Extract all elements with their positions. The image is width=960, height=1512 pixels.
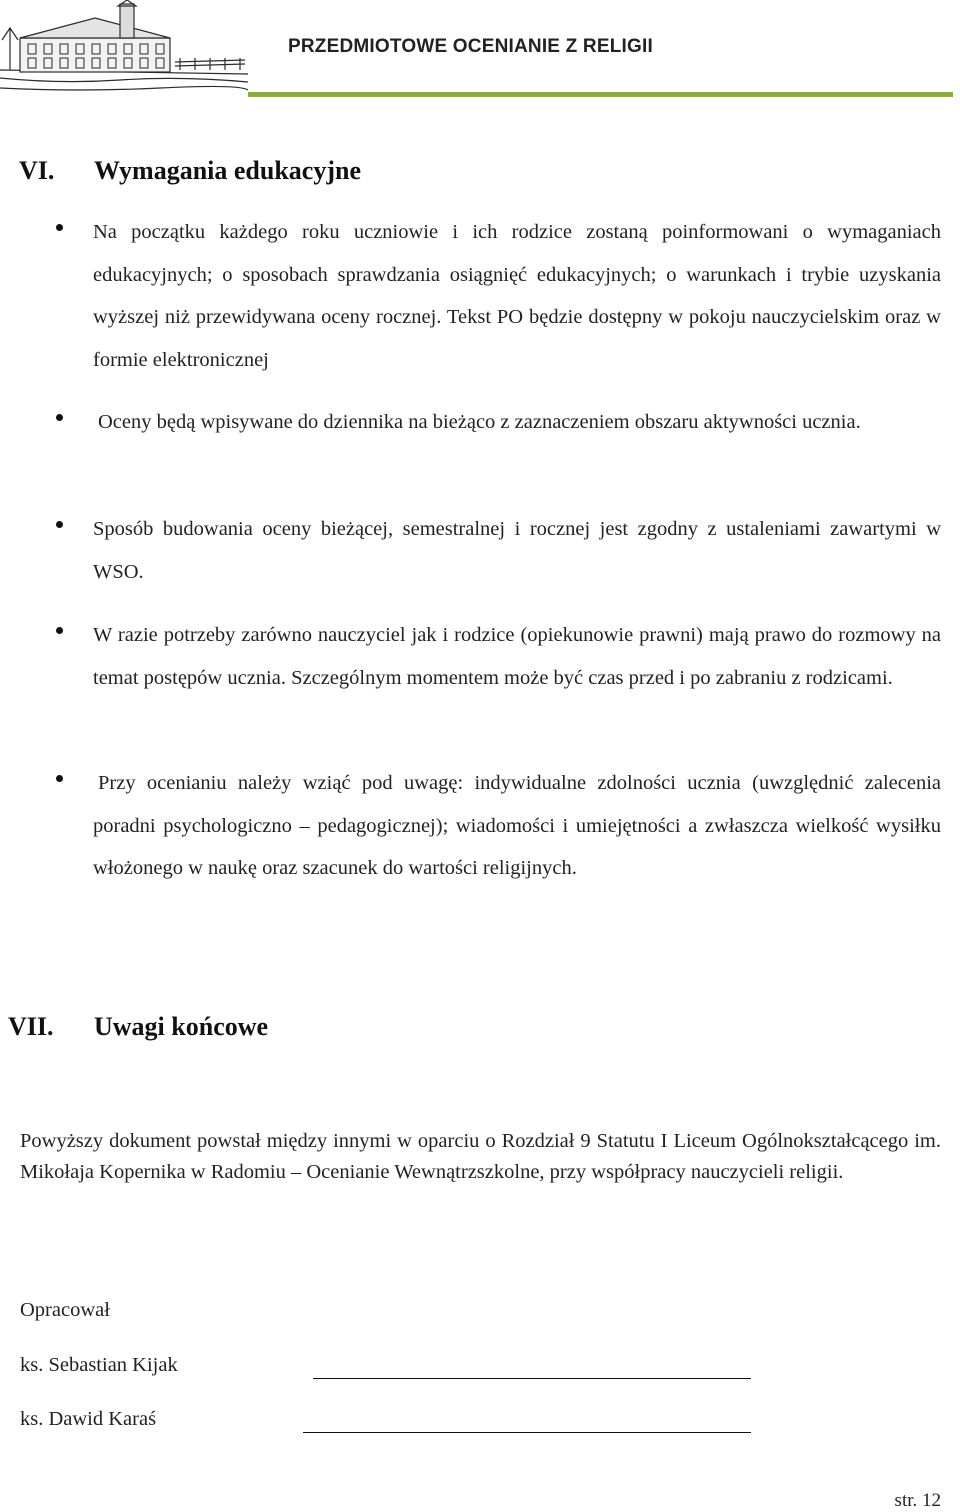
list-item: Przy ocenianiu należy wziąć pod uwagę: indywidualne zdolności ucznia (uwzględnić zalecenia poradni psychologiczno – pedagogicznej); wiadomości i umiejętności a zwłaszcza wielkość wysiłku włożonego w naukę oraz szacunek do wartości religijnych. bbox=[93, 762, 941, 890]
signature-line bbox=[313, 1378, 751, 1379]
author-name: ks. Dawid Karaś bbox=[20, 1408, 157, 1430]
page-number: str. 12 bbox=[894, 1490, 941, 1511]
section-heading-requirements bbox=[0, 156, 960, 192]
section-number: VII. bbox=[8, 1012, 54, 1041]
section-title: Uwagi końcowe bbox=[94, 1012, 269, 1041]
prepared-by-label: Opracował bbox=[20, 1299, 110, 1321]
signature-line bbox=[303, 1432, 751, 1433]
header-divider bbox=[248, 92, 953, 97]
page-header bbox=[0, 0, 960, 100]
section-heading-final-notes bbox=[0, 1012, 960, 1048]
closing-paragraph: Powyższy dokument powstał między innymi w oparciu o Rozdział 9 Statutu I Liceum Ogólnokształcącego im. Mikołaja Kopernika w Radomiu – Ocenianie Wewnątrzszkolne, przy współpracy nauczycieli religii. bbox=[20, 1130, 941, 1183]
school-building-logo bbox=[0, 0, 248, 96]
author-name: ks. Sebastian Kijak bbox=[20, 1354, 178, 1376]
list-item: Sposób budowania oceny bieżącej, semestralnej i rocznej jest zgodny z ustaleniami zawartymi w WSO. bbox=[93, 508, 941, 593]
list-item: Na początku każdego roku uczniowie i ich rodzice zostaną poinformowani o wymaganiach edukacyjnych; o sposobach sprawdzania osiągnięć edukacyjnych; o warunkach i trybie uzyskania wyższej niż przewidywana oceny rocznej. Tekst PO będzie dostępny w pokoju nauczycielskim oraz w formie elektronicznej bbox=[93, 211, 941, 381]
document-title: PRZEDMIOTOWE OCENIANIE Z RELIGII bbox=[288, 36, 653, 57]
section-title: Wymagania edukacyjne bbox=[94, 156, 361, 185]
list-item: W razie potrzeby zarówno nauczyciel jak i rodzice (opiekunowie prawni) mają prawo do rozmowy na temat postępów ucznia. Szczególnym momentem może być czas przed i po zabraniu z rodzicami. bbox=[93, 614, 941, 699]
section-number: VI. bbox=[19, 156, 55, 185]
list-item: Oceny będą wpisywane do dziennika na bieżąco z zaznaczeniem obszaru aktywności ucznia. bbox=[93, 401, 941, 444]
